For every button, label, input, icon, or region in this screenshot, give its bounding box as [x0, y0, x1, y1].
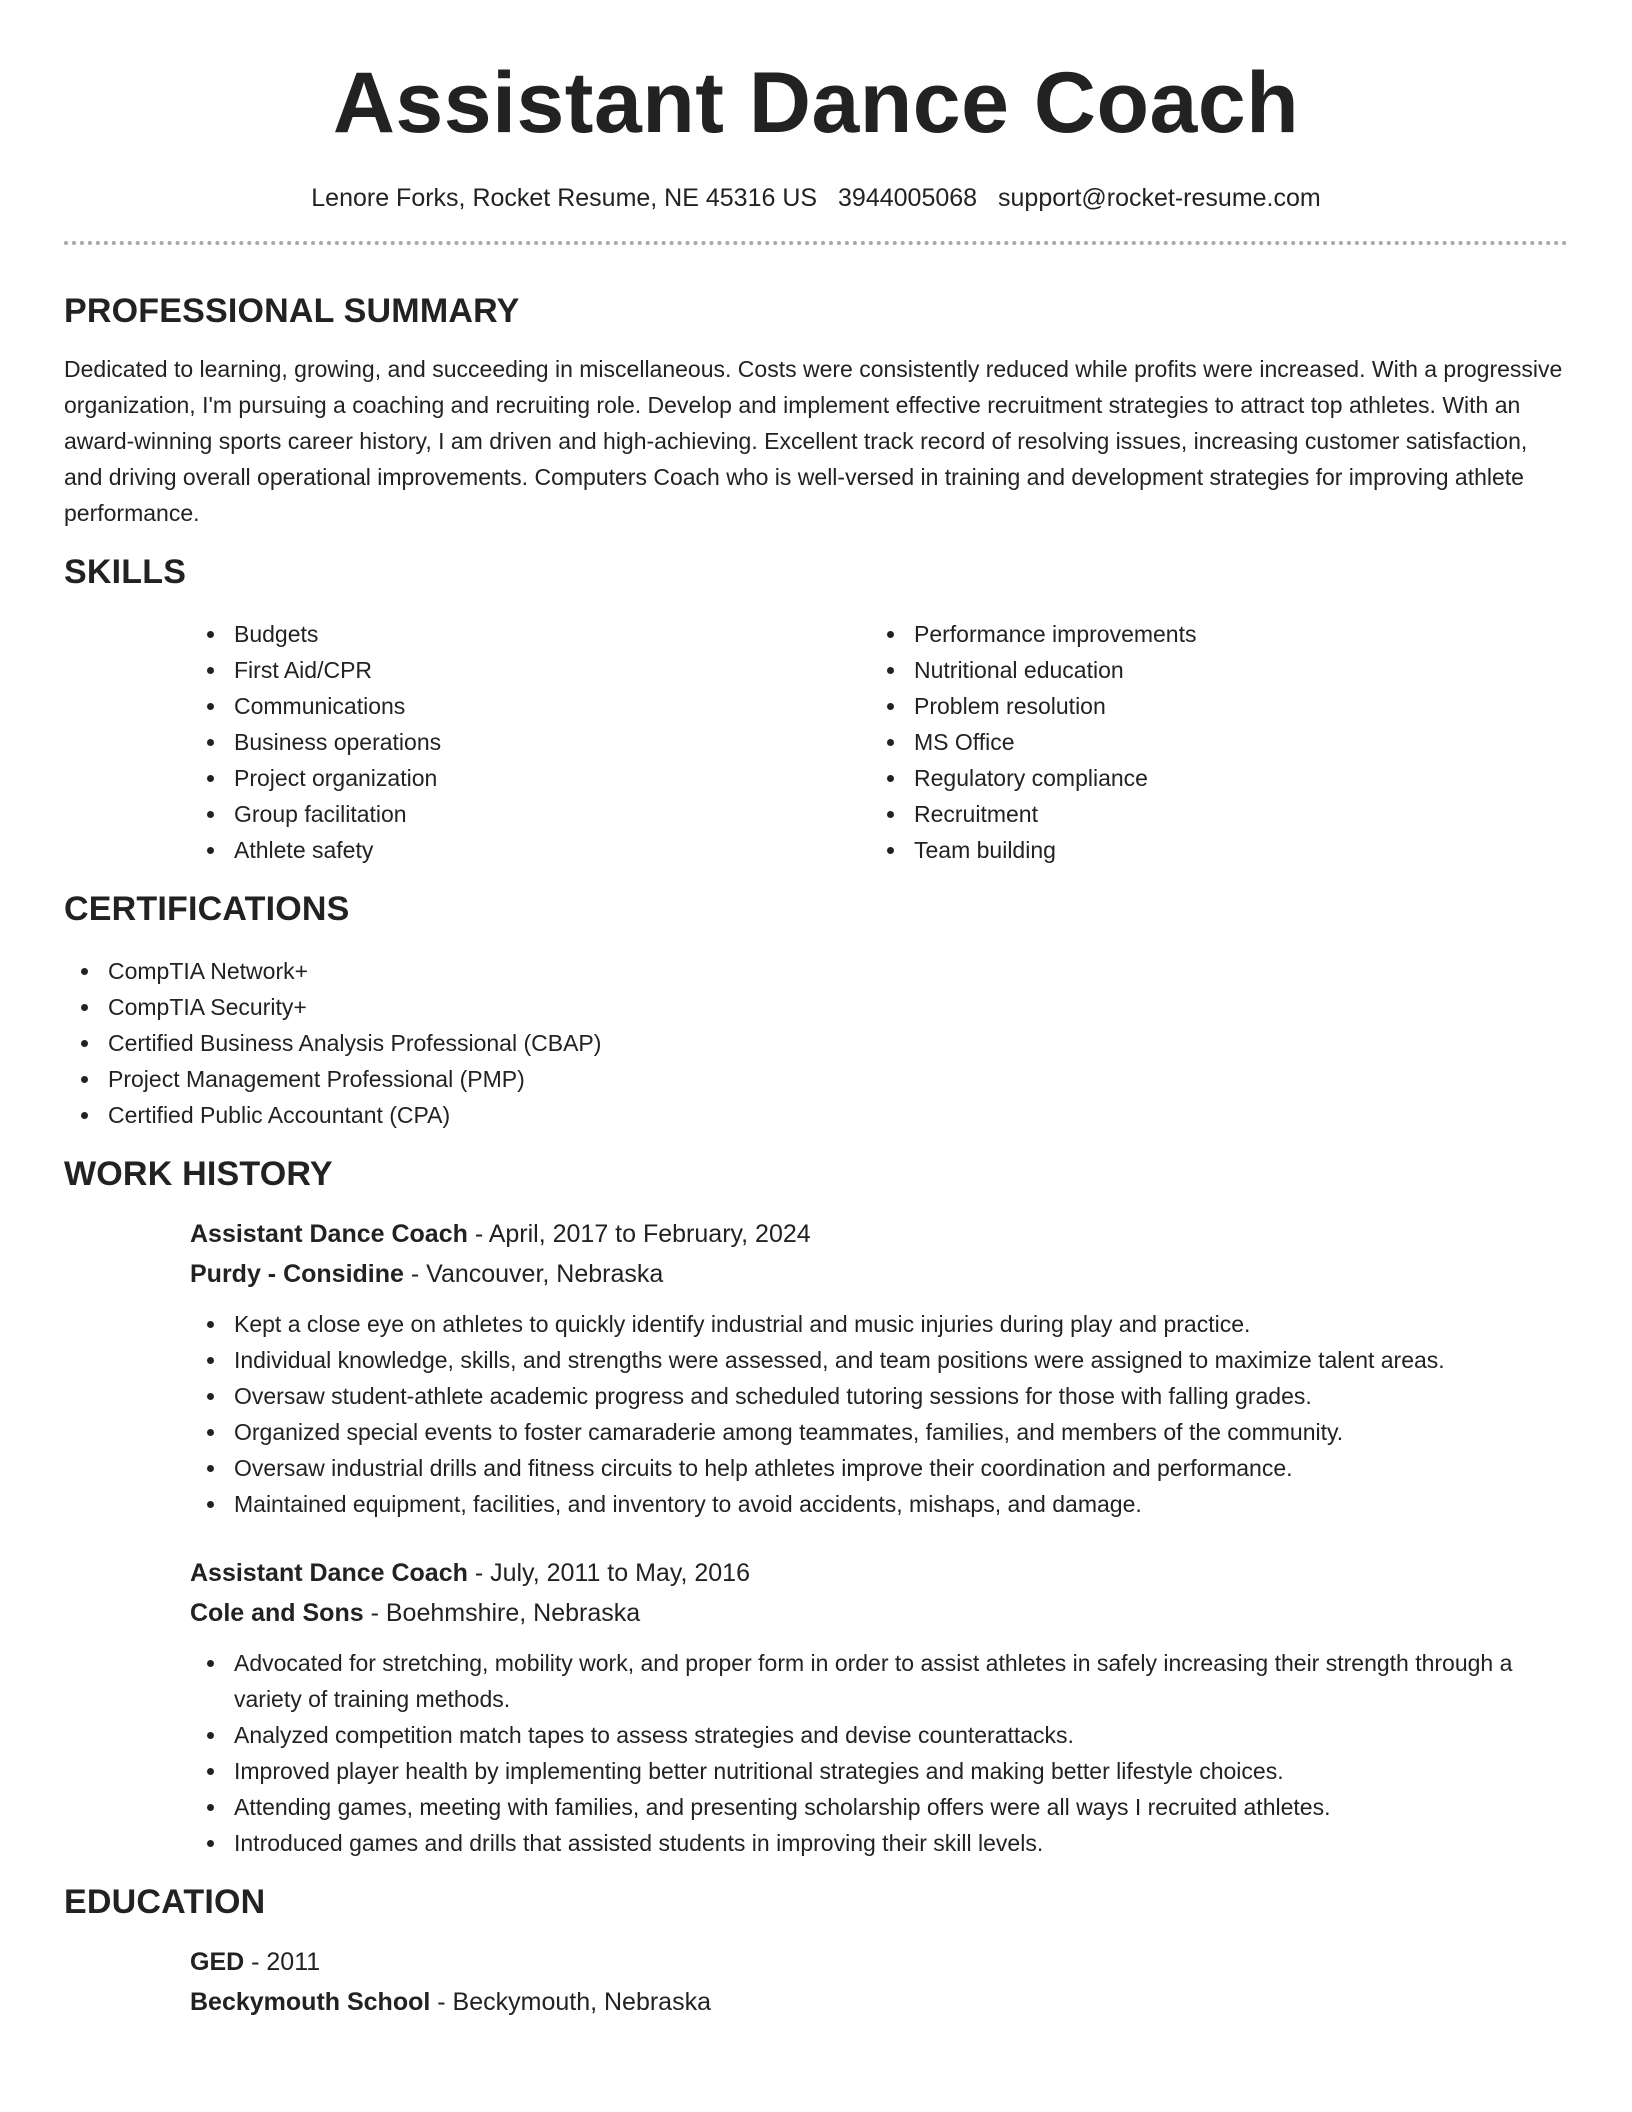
separator: -: [467, 1559, 491, 1587]
job-bullets: [190, 1645, 1568, 1861]
skill-item: Recruitment: [870, 796, 1550, 832]
work-history: [190, 1214, 1568, 1861]
section-title-education: EDUCATION: [64, 1883, 266, 1921]
certification-item: CompTIA Security+: [64, 989, 1568, 1025]
section-title-summary: PROFESSIONAL SUMMARY: [64, 292, 520, 330]
education-degree: GED: [190, 1948, 245, 1976]
section-title-certifications: CERTIFICATIONS: [64, 890, 350, 928]
job-role: Assistant Dance Coach: [190, 1559, 468, 1587]
skill-item: Group facilitation: [190, 796, 870, 832]
certifications-list: [64, 953, 1568, 1133]
skill-item: Athlete safety: [190, 832, 870, 868]
job-role: Assistant Dance Coach: [190, 1220, 468, 1248]
job-company: Cole and Sons: [190, 1599, 364, 1627]
header-divider: [64, 241, 1568, 245]
job-location: Boehmshire, Nebraska: [385, 1599, 641, 1627]
separator: -: [363, 1599, 386, 1627]
certification-item: Project Management Professional (PMP): [64, 1061, 1568, 1097]
skill-item: Regulatory compliance: [870, 760, 1550, 796]
job-company-line: [190, 1254, 1568, 1294]
job-company: Purdy - Considine: [190, 1260, 404, 1288]
job-entry: [190, 1214, 1568, 1522]
contact-email: support@rocket-resume.com: [998, 184, 1321, 212]
skills-column-left: [190, 616, 870, 868]
summary-text: Dedicated to learning, growing, and succeeding in miscellaneous. Costs were consistently reduced while profits were increased. With a progressive organization, I'm pursuing a coaching and recruiting role. Develop and implement effective recruitment strategies to attract top athletes. With an award-winning sports career history, I am driven and high-achieving. Excellent track record of resolving issues, increasing customer satisfaction, and driving overall operational improvements. Computers Coach who is well-versed in training and development strategies for improving athlete performance.: [64, 356, 1563, 526]
separator: -: [467, 1220, 489, 1248]
job-bullet: Advocated for stretching, mobility work, and proper form in order to assist athletes in safely increasing their strength through a variety of training methods.: [190, 1645, 1568, 1717]
job-bullet: Introduced games and drills that assisted students in improving their skill levels.: [190, 1825, 1568, 1861]
certification-item: Certified Business Analysis Professional (CBAP): [64, 1025, 1568, 1061]
resume-name: Assistant Dance Coach: [332, 55, 1300, 151]
job-entry: [190, 1553, 1568, 1861]
job-bullet: Individual knowledge, skills, and strengths were assessed, and team positions were assigned to maximize talent areas.: [190, 1342, 1568, 1378]
skill-item: Problem resolution: [870, 688, 1550, 724]
skill-item: Performance improvements: [870, 616, 1550, 652]
skill-item: Team building: [870, 832, 1550, 868]
job-bullet: Analyzed competition match tapes to assess strategies and devise counterattacks.: [190, 1717, 1568, 1753]
education-school: Beckymouth School: [190, 1988, 431, 2016]
education-year: 2011: [266, 1948, 321, 1976]
skills-list: [190, 616, 1568, 868]
education-degree-line: [190, 1942, 1568, 1982]
job-bullet: Organized special events to foster camaraderie among teammates, families, and members of the community.: [190, 1414, 1568, 1450]
certification-item: Certified Public Accountant (CPA): [64, 1097, 1568, 1133]
education-entry: [190, 1942, 1568, 2022]
skill-item: Communications: [190, 688, 870, 724]
job-bullet: Maintained equipment, facilities, and inventory to avoid accidents, mishaps, and damage.: [190, 1486, 1568, 1522]
job-title-line: [190, 1214, 1568, 1254]
job-bullet: Attending games, meeting with families, and presenting scholarship offers were all ways I recruited athletes.: [190, 1789, 1568, 1825]
education-location: Beckymouth, Nebraska: [452, 1988, 711, 2016]
job-title-line: [190, 1553, 1568, 1593]
job-dates: July, 2011 to May, 2016: [490, 1559, 750, 1587]
section-title-work-history: WORK HISTORY: [64, 1155, 333, 1193]
skill-item: Project organization: [190, 760, 870, 796]
skill-item: First Aid/CPR: [190, 652, 870, 688]
job-location: Vancouver, Nebraska: [426, 1260, 664, 1288]
separator: -: [430, 1988, 453, 2016]
job-dates: April, 2017 to February, 2024: [488, 1220, 811, 1248]
skills-column-right: [870, 616, 1550, 868]
skill-item: Business operations: [190, 724, 870, 760]
separator: -: [403, 1260, 427, 1288]
skill-item: Nutritional education: [870, 652, 1550, 688]
contact-phone: 3944005068: [838, 184, 978, 212]
job-bullet: Improved player health by implementing better nutritional strategies and making better lifestyle choices.: [190, 1753, 1568, 1789]
skill-item: Budgets: [190, 616, 870, 652]
job-bullet: Oversaw student-athlete academic progress and scheduled tutoring sessions for those with falling grades.: [190, 1378, 1568, 1414]
education-school-line: [190, 1982, 1568, 2022]
job-company-line: [190, 1593, 1568, 1633]
section-title-skills: SKILLS: [64, 553, 187, 591]
job-bullet: Oversaw industrial drills and fitness circuits to help athletes improve their coordination and performance.: [190, 1450, 1568, 1486]
job-bullets: [190, 1306, 1568, 1522]
separator: -: [244, 1948, 267, 1976]
skill-item: MS Office: [870, 724, 1550, 760]
certification-item: CompTIA Network+: [64, 953, 1568, 989]
job-bullet: Kept a close eye on athletes to quickly identify industrial and music injuries during play and practice.: [190, 1306, 1568, 1342]
contact-line: [64, 184, 1568, 213]
contact-address: Lenore Forks, Rocket Resume, NE 45316 US: [311, 184, 818, 212]
